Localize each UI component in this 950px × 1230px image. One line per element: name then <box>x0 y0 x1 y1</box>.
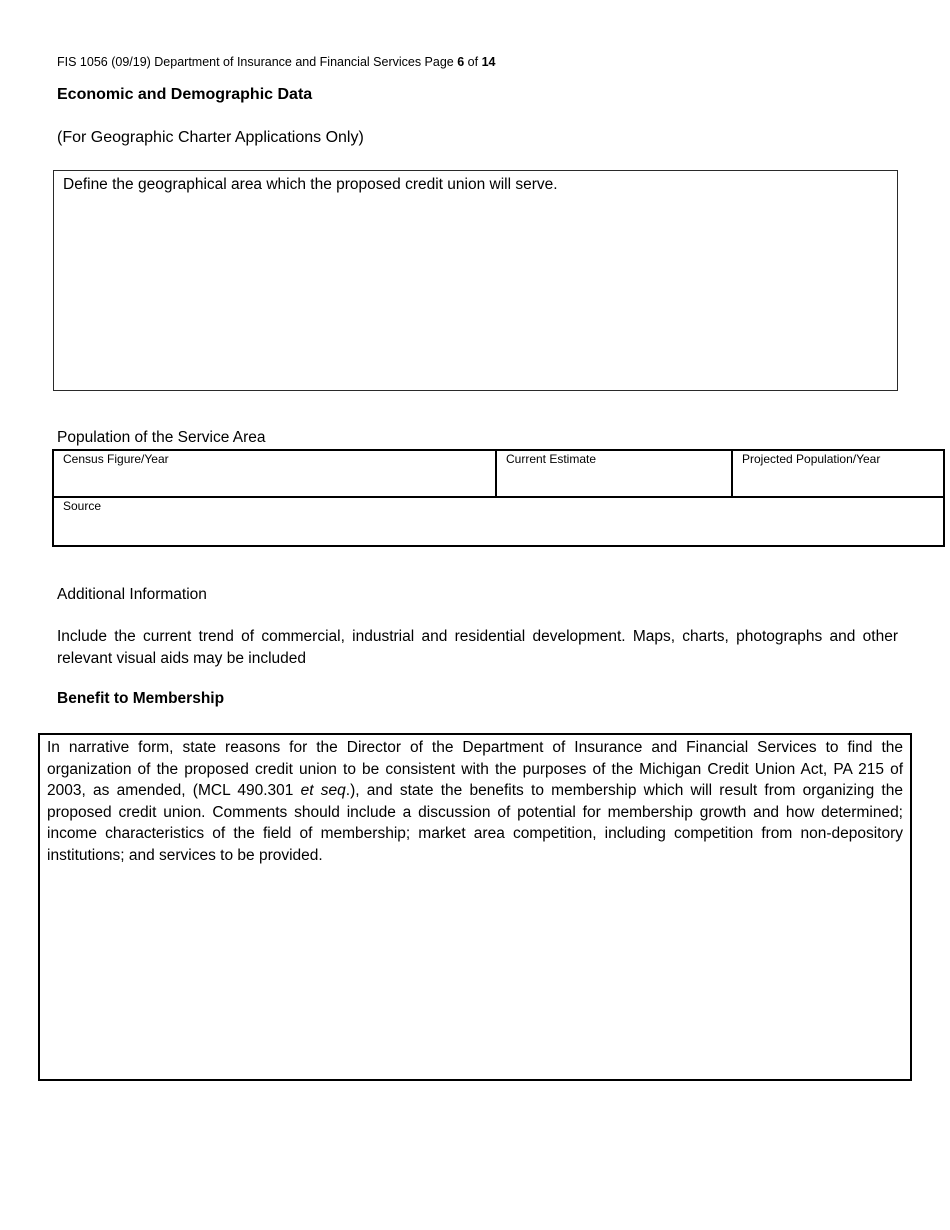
table-row <box>53 450 944 497</box>
page-number: 6 <box>457 55 465 69</box>
geographic-area-prompt: Define the geographical area which the proposed credit union will serve. <box>63 176 558 193</box>
population-section-title: Population of the Service Area <box>57 429 266 446</box>
current-estimate-field[interactable] <box>496 450 732 497</box>
narrative-latin-phrase: et seq <box>300 782 346 800</box>
page-separator-text: of <box>464 55 482 69</box>
population-table <box>52 449 945 547</box>
additional-information-body: Include the current trend of commercial, industrial and residential development. Maps, charts, photographs and other relevant visual aids may be included <box>57 628 898 667</box>
form-number-text: FIS 1056 (09/19) Department of Insurance and Financial Services Page <box>57 55 458 69</box>
source-field[interactable] <box>53 497 944 546</box>
projected-population-label: Projected Population/Year <box>742 452 881 466</box>
page-header <box>57 55 495 70</box>
geographic-area-field[interactable] <box>53 170 898 391</box>
table-row <box>53 497 944 546</box>
source-label: Source <box>63 499 102 513</box>
current-estimate-label: Current Estimate <box>506 452 597 466</box>
page-title: Economic and Demographic Data <box>57 86 313 103</box>
additional-information-title: Additional Information <box>57 586 207 603</box>
benefit-section-title: Benefit to Membership <box>57 690 225 707</box>
census-figure-label: Census Figure/Year <box>63 452 169 466</box>
narrative-text-end: .), and state the benefits to membership which will result from organizing the proposed credit union. Comments should include a discussion of potential for membership growth and how determined; income characteristics of the field of membership; market area competition, including competition from non-depository institutions; and services to be provided. <box>47 782 903 864</box>
narrative-text-start: In narrative form, state reasons for the Director of the Department of Insurance and Financial Services to find the organization of the proposed credit union to be consistent with the purposes of the Michigan Credit Union Act, PA 215 of 2003, as amended, (MCL 490.301 <box>47 739 903 800</box>
page-subtitle: (For Geographic Charter Applications Only) <box>57 129 364 146</box>
page-total: 14 <box>481 55 496 69</box>
projected-population-field[interactable] <box>732 450 944 497</box>
census-figure-field[interactable] <box>53 450 496 497</box>
benefit-narrative-prompt <box>40 735 910 867</box>
benefit-narrative-field[interactable] <box>38 733 912 1081</box>
